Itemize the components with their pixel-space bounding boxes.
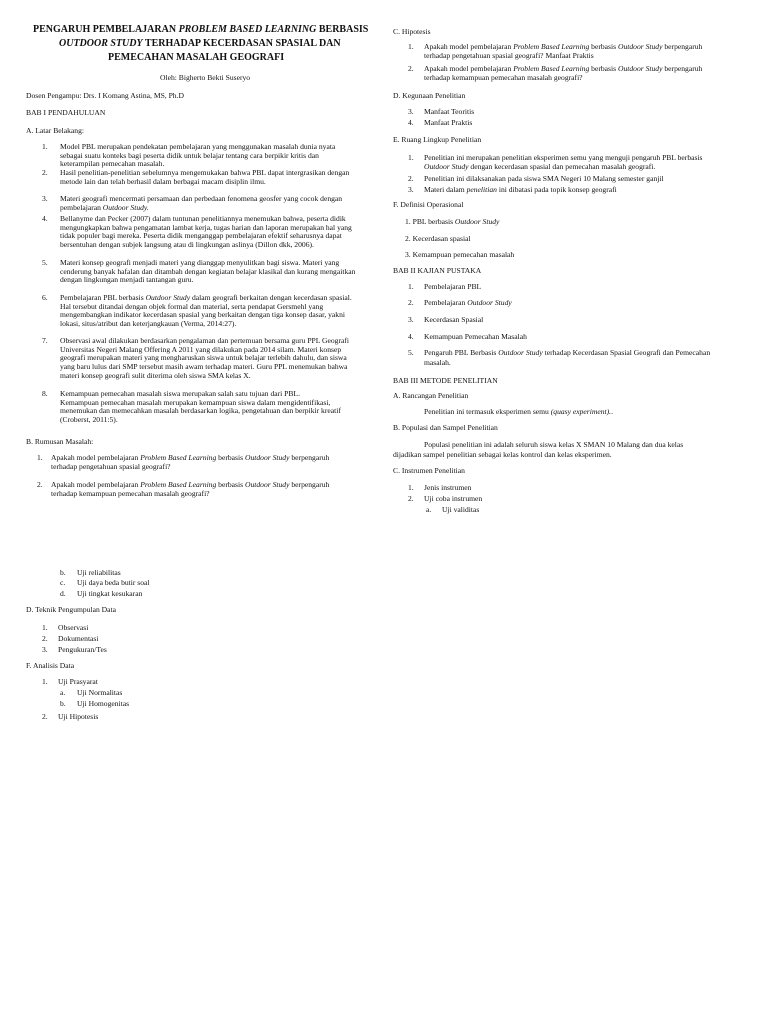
list-item-line (60, 319, 236, 328)
text-run: Kemampuan Pemecahan Masalah (424, 332, 527, 341)
list-item-number: d. (60, 589, 66, 598)
list-item-number: 3. (42, 645, 48, 654)
list-item-number: 2. (408, 298, 414, 307)
list-item-line (60, 275, 194, 284)
list-item-line (405, 250, 514, 259)
text-run: . (611, 407, 613, 416)
list-item-text: Jenis instrumen (424, 483, 472, 492)
list-item-text: Dokumentasi (58, 634, 99, 643)
list-item-line (424, 315, 483, 324)
italic-text-run: OUTDOOR STUDY (59, 38, 143, 49)
list-item-line (60, 177, 266, 186)
list-item-line (51, 480, 329, 489)
teknik-heading: D. Teknik Pengumpulan Data (26, 605, 117, 614)
text-run: cenderung banyak hafalan dan ditambah dengan kegiatan belajar klasikal dan kurang mengaitkan (60, 266, 356, 276)
list-item-line (424, 73, 583, 82)
populasi-heading: B. Populasi dan Sampel Penelitian (393, 423, 498, 432)
text-run: dalam geografi berkaitan dengan kecerdasan spasial. (190, 293, 352, 302)
text-run: Apakah model pembelajaran (51, 453, 141, 462)
list-item-number: 1. (408, 42, 414, 51)
list-item-number: 6. (42, 293, 48, 302)
italic-text-run: Outdoor Study (498, 348, 543, 357)
list-item-line (424, 185, 617, 194)
list-item-line (424, 174, 664, 183)
kegunaan-heading: D. Kegunaan Penelitian (393, 91, 466, 100)
text-run: Hasil penelitian-penelitian sebelumnya mengemukakan bahwa PBL dapat intergrasikan dengan (60, 168, 350, 177)
text-run: Observasi awal dilakukan berdasarkan pengalaman dan pertemuan bersama guru PPL Geografi (60, 336, 350, 345)
analisis-item-1-num: 1. (42, 677, 48, 686)
list-item-text: Uji coba instrumen (424, 494, 483, 503)
list-item-line (60, 293, 352, 302)
text-run: dijadikan sampel penelitian sebagai kelas kontrol dan kelas eksperimen. (393, 450, 612, 459)
text-run: Apakah model pembelajaran (424, 64, 514, 73)
text-run: Bellanyme dan Pecker (2007) dalam tuntunan penelitiannya menemukan bahwa, peserta didik (60, 214, 346, 223)
author-line: Oleh: Bigherto Bekti Suseryo (160, 73, 251, 82)
italic-text-run: penelitian (466, 185, 497, 194)
text-run: Materi geografi mencermati persamaan dan perbedaan fenomena geosfer yang cocok dengan (60, 194, 343, 203)
text-run: berpengaruh (662, 64, 703, 73)
text-run: PENGARUH PEMBELAJARAN (33, 24, 179, 35)
list-item-number: 4. (408, 332, 414, 341)
list-item-line (60, 223, 352, 232)
italic-text-run: Outdoor Study (145, 293, 191, 302)
rancangan-heading: A. Rancangan Penelitian (393, 391, 469, 400)
text-run: Penelitian ini termasuk eksperimen semu (424, 407, 551, 416)
definisi-heading: F. Definisi Operasional (393, 200, 464, 209)
list-item-number: 5. (42, 258, 48, 267)
ruang-heading: E. Ruang Lingkup Penelitian (393, 135, 482, 144)
text-run: Kemampuan pemecahan masalah siswa merupakan salah satu tujuan dari PBL. (60, 389, 300, 398)
bab2-heading: BAB II KAJIAN PUSTAKA (393, 266, 482, 275)
list-item-text: Manfaat Praktis (424, 118, 473, 127)
italic-text-run: (quasy experiment). (550, 407, 612, 416)
text-run: berbasis (589, 42, 618, 51)
text-run: Kecerdasan Spasial (424, 315, 484, 324)
italic-text-run: Outdoor Study (244, 453, 290, 462)
list-item-line (424, 358, 451, 367)
list-item-text: Uji reliabilitas (77, 568, 121, 577)
text-run: yang baru lulus dari SMP tersebut masih awam terhadap materi. Guru PPL menemukan bahwa (60, 362, 348, 372)
text-run: berbasis (589, 64, 618, 73)
bab3-heading: BAB III METODE PENELITIAN (393, 376, 498, 385)
list-item-number: 8. (42, 389, 48, 398)
text-run: PEMECAHAN MASALAH GEOGRAFI (108, 52, 285, 63)
list-item-line (424, 51, 594, 60)
text-run: terhadap pengetahuan spasial geografi? Manfaat Praktis (424, 51, 594, 60)
text-run: BERBASIS (316, 24, 369, 35)
list-item-number: 2. (408, 64, 414, 73)
text-run: 1. PBL berbasis (405, 217, 455, 226)
analisis-item-1-text: Uji Prasyarat (58, 677, 98, 686)
analisis-item-2-num: 2. (42, 712, 48, 721)
list-item-number: 1. (42, 142, 48, 151)
text-run: (Croberst, 2011:5). (60, 415, 118, 425)
italic-text-run: Problem Based Learning (140, 453, 217, 462)
list-item-line (60, 151, 319, 160)
list-item-line (60, 389, 300, 398)
bab1-heading: BAB I PENDAHULUAN (26, 108, 106, 117)
list-item-line (60, 398, 330, 407)
list-item-text: Uji daya beda butir soal (77, 578, 150, 587)
text-run: Pembelajaran PBL berbasis (60, 293, 146, 302)
text-run: lokasi, situs/atribut dan keterjangkauan (Verma, 2014:27). (60, 319, 237, 329)
italic-text-run: Outdoor Study (244, 480, 290, 489)
text-run: Materi konsep geografi menjadi materi yang dianggap menyulitkan bagi siswa. Materi yang (60, 258, 340, 267)
italic-text-run: Problem Based Learning (513, 42, 590, 51)
list-item-line (424, 64, 702, 73)
list-item-line (60, 302, 323, 311)
text-run: 3. Kemampuan pemecahan masalah (405, 250, 515, 259)
populasi-text-line-1 (424, 440, 683, 449)
text-run: Model PBL merupakan pendekatan pembelajaran yang menggunakan masalah dunia nyata (60, 142, 336, 151)
list-item-number: c. (60, 578, 66, 587)
list-item-line (424, 332, 527, 341)
analisis-item-2-text: Uji Hipotesis (58, 712, 99, 721)
list-item-number: 3. (408, 107, 414, 116)
list-item-line (51, 489, 210, 498)
list-item-line (424, 298, 512, 307)
list-item-text: Uji tingkat kesukaran (77, 589, 143, 598)
text-run: geografi merupakan materi yang mengharuskan siswa untuk belajar terlebih dahulu, dan siswa (60, 353, 347, 363)
list-item-number: 1. (408, 483, 414, 492)
list-item-line (60, 336, 349, 345)
populasi-text-line-2 (393, 450, 612, 459)
text-run: Pengaruh PBL Berbasis (424, 348, 499, 357)
text-run: Penelitian ini merupakan penelitian eksperimen semu yang menguji pengaruh PBL berbasis (424, 153, 703, 162)
list-item-number: 2. (408, 174, 414, 183)
text-run: sebagai suatu konteks bagi peserta didik untuk belajar tentang cara berpikir kritis dan (60, 150, 319, 160)
text-run: Penelitian ini dilaksanakan pada siswa SMA Negeri 10 Malang semester ganjil (424, 174, 664, 183)
list-item-line (60, 168, 349, 177)
list-item-line (60, 406, 341, 415)
text-run: mengungkapkan bahwa pengamatan lambat kerja, tugas harian dan laporan merupakan hal yang (60, 222, 352, 232)
list-item-number: b. (60, 568, 66, 577)
list-item-line (405, 234, 471, 243)
text-run: berbasis (216, 480, 245, 489)
list-item-number: a. (60, 688, 66, 697)
instrumen-sub-num: a. (426, 505, 432, 514)
analisis-heading: F. Analisis Data (26, 661, 75, 670)
text-run: berpengaruh (662, 42, 703, 51)
list-item-line (51, 453, 329, 462)
list-item-line (60, 240, 314, 249)
text-run: keterampilan pemecahan masalah. (60, 159, 165, 169)
italic-text-run: Outdoor Study (617, 42, 663, 51)
list-item-number: 3. (408, 185, 414, 194)
italic-text-run: Problem Based Learning (140, 480, 217, 489)
text-run: materi konsep geografi sulit diterima oleh siswa SMA kelas X. (60, 370, 251, 380)
list-item-line (60, 231, 342, 240)
text-run: masalah. (424, 358, 451, 367)
list-item-number: 1. (42, 623, 48, 632)
text-run: Materi dalam (424, 185, 467, 194)
italic-text-run: Outdoor Study (424, 162, 469, 171)
rancangan-text (424, 407, 613, 416)
list-item-number: 3. (408, 315, 414, 324)
text-run: pembelajaran (60, 202, 103, 212)
list-item-line (51, 462, 171, 471)
rumusan-heading: B. Rumusan Masalah: (26, 437, 94, 446)
title-line-2 (59, 38, 341, 50)
italic-text-run: Problem Based Learning (513, 64, 590, 73)
list-item-line (424, 282, 481, 291)
list-item-line (60, 310, 345, 319)
list-item-line (424, 348, 710, 357)
list-item-number: 1. (408, 282, 414, 291)
list-item-number: 2. (42, 634, 48, 643)
list-item-line (60, 415, 118, 424)
list-item-number: 3. (42, 194, 48, 203)
text-run: terhadap kemampuan pemecahan masalah geografi? (51, 489, 210, 498)
text-run: berbasis (216, 453, 245, 462)
list-item-line (60, 194, 342, 203)
text-run: berpengaruh (289, 480, 330, 489)
list-item-text: Uji Normalitas (77, 688, 123, 697)
text-run: Pembelajaran (424, 298, 468, 307)
text-run: dengan kecerdasan spasial dan pemecahan masalah geografi. (468, 162, 656, 171)
list-item-number: 1. (408, 153, 414, 162)
text-run: menemukan dan memecahkan masalah berdasarkan logika, pengetahuan dan berpikir kreatif (60, 406, 341, 416)
list-item-line (60, 371, 251, 380)
list-item-number: 1. (37, 453, 43, 462)
list-item-line (424, 42, 702, 51)
instrumen-sub-text: Uji validitas (442, 505, 480, 514)
text-run: berpengaruh (289, 453, 330, 462)
text-run: Universitas Negeri Malang Offering A 2011 yang dilakukan pada 2014 silam. Materi konsep (60, 344, 342, 354)
italic-text-run: Outdoor Study. (102, 202, 149, 212)
text-run: Populasi penelitian ini adalah seluruh siswa kelas X SMAN 10 Malang dan dua kelas (424, 440, 684, 449)
list-item-line (405, 217, 499, 226)
list-item-text: Observasi (58, 623, 89, 632)
text-run: 2. Kecerdasan spasial (405, 234, 471, 243)
list-item-number: 5. (408, 348, 414, 357)
italic-text-run: PROBLEM BASED LEARNING (178, 24, 317, 35)
text-run: terhadap pengetahuan spasial geografi? (51, 462, 171, 471)
list-item-number: b. (60, 699, 66, 708)
text-run: mengembangkan indikator kecerdasan spasial yang berkaitan dengan tiga konsep dasar, yakni (60, 310, 345, 320)
list-item-line (60, 362, 348, 371)
text-run: Hal tersebut ditandai dengan objek formal dan material, serta pendapat Gersmehl yang (60, 301, 324, 311)
list-item-line (60, 353, 347, 362)
title-line-1 (33, 24, 368, 36)
supervisor-line: Dosen Pengampu: Drs. I Komang Astina, MS, Ph.D (26, 91, 184, 100)
list-item-text: Manfaat Teoritis (424, 107, 475, 116)
list-item-number: 7. (42, 336, 48, 345)
list-item-line (60, 267, 355, 276)
list-item-number: 4. (408, 118, 414, 127)
italic-text-run: Outdoor Study (467, 298, 512, 307)
text-run: tidak populer bagi mereka. Peserta didik menganggap pembelajaran efektif seharusnya dapat (60, 231, 342, 241)
italic-text-run: Outdoor Study (617, 64, 663, 73)
text-run: TERHADAP KECERDASAN SPASIAL DAN (142, 38, 341, 49)
list-item-line (424, 153, 703, 162)
text-run: ini dibatasi pada topik konsep geografi (496, 185, 617, 194)
italic-text-run: Outdoor Study (454, 217, 500, 226)
text-run: Apakah model pembelajaran (424, 42, 514, 51)
list-item-line (424, 162, 655, 171)
list-item-number: 2. (42, 168, 48, 177)
text-run: Pembelajaran PBL (424, 282, 482, 291)
text-run: dengan lingkungan menjadi tantangan guru. (60, 275, 194, 285)
list-item-text: Uji Homogenitas (77, 699, 130, 708)
instrumen-heading: C. Instrumen Penelitian (393, 466, 465, 475)
hipotesis-heading: C. Hipotesis (393, 27, 431, 36)
text-run: Apakah model pembelajaran (51, 480, 141, 489)
list-item-line (60, 345, 341, 354)
list-item-line (60, 258, 339, 267)
list-item-number: 2. (408, 494, 414, 503)
text-run: terhadap kemampuan pemecahan masalah geografi? (424, 73, 583, 82)
text-run: terhadap Kecerdasan Spasial Geografi dan Pemecahan (542, 348, 711, 357)
text-run: bersentuhan dengan subjek langsung atau di lingkungan aslinya (Dillon dkk, 2006). (60, 240, 314, 250)
list-item-text: Pengukuran/Tes (58, 645, 107, 654)
title-line-3 (108, 52, 284, 64)
list-item-line (60, 142, 335, 151)
text-run: metode lain dan telah berhasil dalam berbagai macam disiplin ilmu. (60, 176, 266, 186)
list-item-number: 4. (42, 214, 48, 223)
latar-heading: A. Latar Belakang: (26, 126, 84, 135)
list-item-line (60, 203, 149, 212)
text-run: Kemampuan pemecahan masalah merupakan kemampuan siswa dalam mengidentifikasi, (60, 397, 331, 407)
list-item-number: 2. (37, 480, 43, 489)
list-item-line (60, 214, 346, 223)
